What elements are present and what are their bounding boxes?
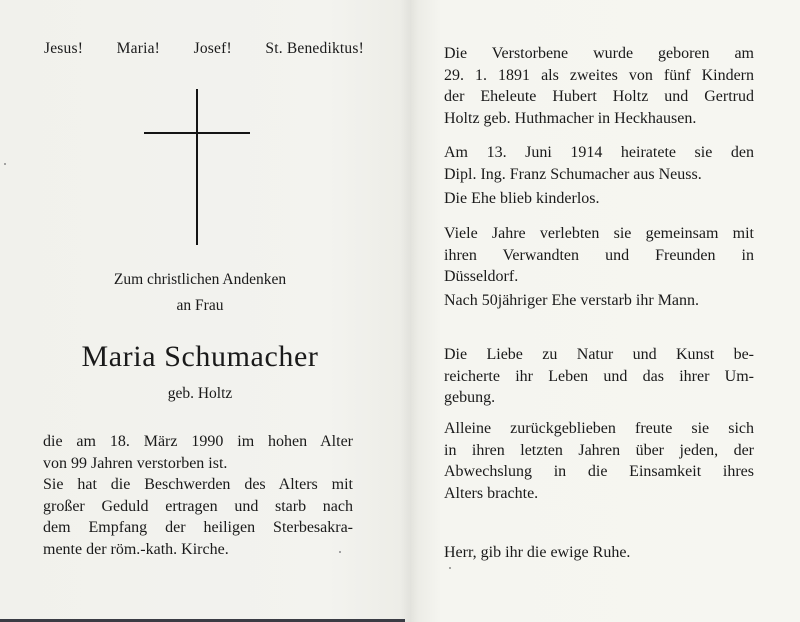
text-line: Alters brachte. bbox=[444, 484, 539, 502]
maiden-name: geb. Holtz bbox=[167, 385, 233, 402]
paragraph-last-years bbox=[444, 418, 754, 504]
text-line: von 99 Jahren verstorben ist. bbox=[43, 454, 228, 472]
invocation-josef: Josef! bbox=[193, 40, 232, 57]
paragraph-husband-death bbox=[444, 290, 754, 312]
invocation-benediktus: St. Benediktus! bbox=[265, 40, 364, 57]
addressee-line: an Frau bbox=[176, 297, 224, 314]
text-line: Nach 50jähriger Ehe verstarb ihr Mann. bbox=[444, 292, 700, 309]
text-line: 29. 1. 1891 als zweites von fünf Kindern bbox=[444, 66, 754, 84]
text-line: Holtz geb. Huthmacher in Heckhausen. bbox=[444, 109, 697, 127]
text-line: Am 13. Juni 1914 heiratete sie den bbox=[444, 144, 754, 161]
text-line: Die Liebe zu Natur und Kunst be- bbox=[444, 346, 754, 363]
closing-prayer bbox=[444, 542, 754, 564]
text-line: Dipl. Ing. Franz Schumacher aus Neuss. bbox=[444, 165, 702, 183]
paragraph-duesseldorf bbox=[444, 223, 754, 288]
paper-speck bbox=[449, 567, 451, 569]
text-line: ihren Verwandten und Freunden in bbox=[444, 246, 754, 264]
invocation-maria: Maria! bbox=[116, 40, 161, 57]
text-line: Herr, gib ihr die ewige Ruhe. bbox=[444, 544, 631, 561]
card-fold bbox=[400, 0, 418, 622]
deceased-name: Maria Schumacher bbox=[81, 340, 319, 373]
text-line: Düsseldorf. bbox=[444, 268, 519, 285]
text-line: gebung. bbox=[444, 389, 496, 406]
paragraph-nature-art bbox=[444, 344, 754, 409]
text-line: der Eheleute Hubert Holtz und Gertrud bbox=[444, 88, 754, 105]
text-line: Die Ehe blieb kinderlos. bbox=[444, 190, 600, 207]
text-line: Die Verstorbene wurde geboren am bbox=[444, 45, 754, 62]
text-line: großer Geduld ertragen und starb nach bbox=[43, 497, 353, 515]
cross-vertical-bar bbox=[196, 89, 198, 245]
invocation-jesus: Jesus! bbox=[44, 40, 84, 57]
paper-speck bbox=[339, 551, 341, 553]
invocation-line bbox=[44, 40, 364, 58]
text-line: reicherte ihr Leben und das ihrer Um- bbox=[444, 367, 754, 385]
memorial-line: Zum christlichen Andenken bbox=[113, 271, 287, 288]
text-line: Alleine zurückgeblieben freute sie sich bbox=[444, 420, 754, 437]
paragraph-birth bbox=[444, 43, 754, 129]
text-line: Sie hat die Beschwerden des Alters mit bbox=[43, 476, 353, 493]
text-line: mente der röm.-kath. Kirche. bbox=[43, 540, 229, 558]
death-notice-text bbox=[43, 431, 353, 560]
paragraph-marriage bbox=[444, 142, 754, 185]
cross-horizontal-bar bbox=[144, 132, 250, 134]
text-line: dem Empfang der heiligen Sterbesakra- bbox=[43, 519, 353, 536]
paragraph-childless bbox=[444, 188, 754, 210]
text-line: in ihren letzten Jahren über jeden, der bbox=[444, 441, 754, 459]
text-line: Viele Jahre verlebten sie gemeinsam mit bbox=[444, 225, 754, 242]
paper-speck bbox=[4, 163, 6, 165]
text-line: Abwechslung in die Einsamkeit ihres bbox=[444, 463, 754, 480]
text-line: die am 18. März 1990 im hohen Alter bbox=[43, 433, 353, 450]
